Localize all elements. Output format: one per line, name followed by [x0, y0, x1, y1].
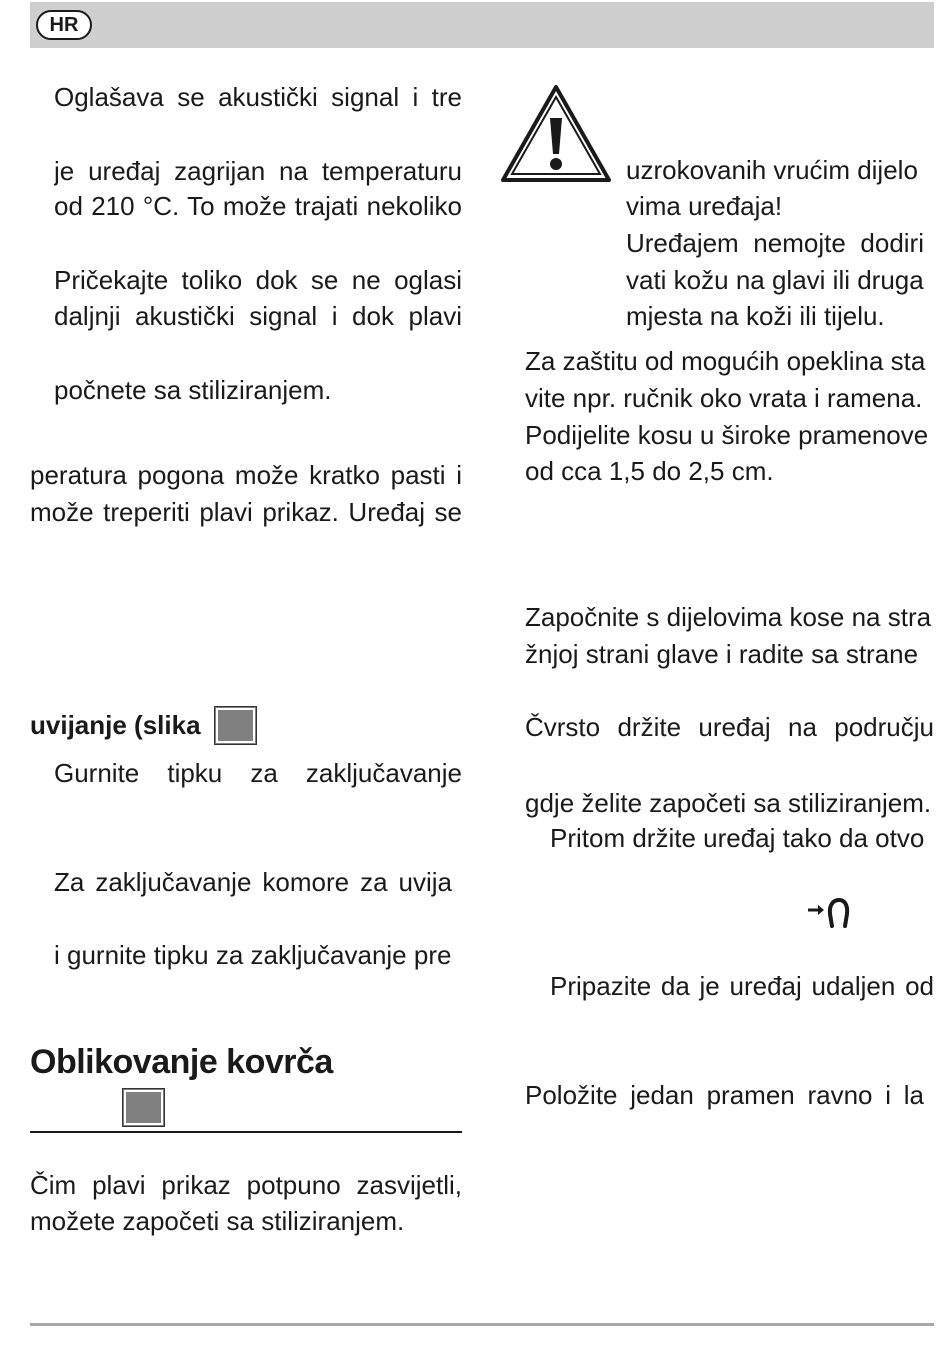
- right-line-6: žnjoj strani glave i radite sa strane: [525, 639, 919, 669]
- right-line-5: Započnite s dijelovima kose na stra: [525, 602, 932, 632]
- right-line-7: Čvrsto držite uređaj na području: [525, 712, 934, 742]
- right-line-10: Pripazite da je uređaj udaljen od: [550, 971, 934, 1001]
- heading-figure-placeholder: [122, 1088, 165, 1127]
- right-line-9: Pritom držite uređaj tako da otvo: [550, 823, 925, 853]
- language-badge: HR: [36, 10, 92, 40]
- left-line-9: Gurnite tipku za zaključavanje: [54, 758, 462, 788]
- right-line-3: Podijelite kosu u široke pramenove: [525, 420, 929, 450]
- warning-line-3: Uređajem nemojte dodiri: [626, 228, 924, 258]
- right-line-8: gdje želite započeti sa stiliziranjem.: [525, 788, 932, 818]
- left-line-11: i gurnite tipku za zaključavanje pre: [54, 940, 452, 970]
- left-line-5: daljnji akustički signal i dok plavi: [54, 301, 462, 331]
- header-bar: [30, 2, 934, 48]
- left-line-3: od 210 °C. To može trajati nekoliko: [54, 191, 462, 221]
- curl-direction-icon: [806, 896, 850, 930]
- left-line-8: može treperiti plavi prikaz. Uređaj se: [30, 497, 462, 527]
- body-line-1: Čim plavi prikaz potpuno zasvijetli,: [30, 1170, 462, 1200]
- right-line-1: Za zaštitu od mogućih opeklina sta: [525, 346, 926, 376]
- warning-line-5: mjesta na koži ili tijelu.: [626, 301, 885, 331]
- footer-rule: [30, 1323, 934, 1326]
- heading-rule: [30, 1131, 462, 1133]
- right-line-2: vite npr. ručnik oko vrata i ramena.: [525, 383, 923, 413]
- right-line-4: od cca 1,5 do 2,5 cm.: [525, 456, 774, 486]
- left-line-2: je uređaj zagrijan na temperaturu: [54, 156, 462, 186]
- body-line-2: možete započeti sa stiliziranjem.: [30, 1206, 405, 1236]
- left-line-4: Pričekajte toliko dok se ne oglasi: [54, 265, 462, 295]
- warning-triangle-icon: [500, 84, 612, 184]
- left-line-6: počnete sa stiliziranjem.: [54, 375, 332, 405]
- left-subheading: uvijanje (slika: [30, 710, 201, 740]
- warning-line-4: vati kožu na glavi ili druga: [626, 265, 924, 295]
- section-heading: Oblikovanje kovrča: [30, 1043, 333, 1081]
- figure-reference-placeholder: [214, 706, 257, 745]
- warning-line-1: uzrokovanih vrućim dijelo: [626, 155, 918, 185]
- left-line-7: peratura pogona može kratko pasti i: [30, 460, 462, 490]
- warning-line-2: vima uređaja!: [626, 191, 783, 221]
- left-line-10: Za zaključavanje komore za uvija: [54, 867, 452, 897]
- right-line-11: Položite jedan pramen ravno i la: [525, 1080, 924, 1110]
- left-line-1: Oglašava se akustički signal i tre: [54, 82, 462, 112]
